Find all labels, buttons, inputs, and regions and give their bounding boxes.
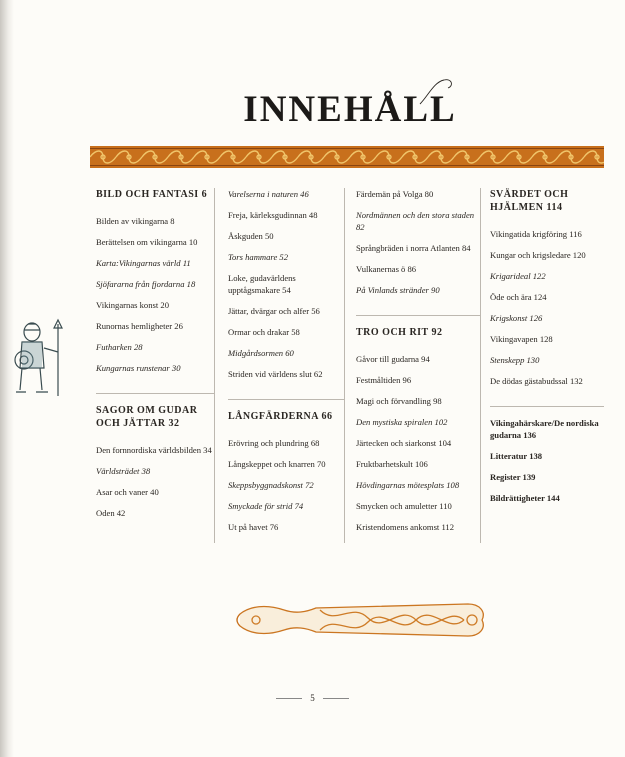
toc-entry[interactable]: Runornas hemligheter 26 — [96, 321, 183, 331]
toc-entry[interactable]: Smycken och amuletter 110 — [356, 501, 452, 511]
toc-entry[interactable]: Register 139 — [490, 472, 536, 482]
toc-entry[interactable]: Kristendomens ankomst 112 — [356, 522, 455, 532]
toc-entry[interactable]: De dödas gästabudssal 132 — [490, 376, 583, 386]
toc-entry[interactable]: Erövring och plundring 68 — [228, 438, 320, 448]
toc-entry[interactable]: Varelserna i naturen 46 — [228, 189, 309, 199]
toc-entry[interactable]: Ormar och drakar 58 — [228, 327, 300, 337]
toc-entry[interactable]: Vikingatida krigföring 116 — [490, 229, 582, 239]
section-heading[interactable]: SAGOR OM GUDAR OCH JÄTTAR 32 — [96, 405, 198, 429]
toc-entry[interactable]: Den mystiska spiralen 102 — [356, 417, 448, 427]
page-title: INNEHÅLL — [243, 89, 457, 130]
toc-list — [356, 353, 480, 533]
toc-list — [490, 417, 604, 504]
toc-list — [96, 444, 214, 519]
toc-column-4 — [490, 188, 604, 513]
toc-entry[interactable]: Ut på havet 76 — [228, 522, 279, 532]
toc-entry[interactable]: Futharken 28 — [96, 342, 143, 352]
toc-entry[interactable]: Åskguden 50 — [228, 231, 274, 241]
page-number-dash — [323, 698, 349, 699]
title-flourish-icon — [418, 76, 458, 106]
toc-entry[interactable]: Berättelsen om vikingarna 10 — [96, 237, 198, 247]
toc-entry[interactable]: Bilden av vikingarna 8 — [96, 216, 175, 226]
toc-column-2 — [228, 188, 345, 543]
toc-entry[interactable]: Bildrättigheter 144 — [490, 493, 560, 503]
toc-entry[interactable]: Krigarideal 122 — [490, 271, 546, 281]
toc-column-1 — [96, 188, 215, 543]
toc-entry[interactable]: Den fornnordiska världsbilden 34 — [96, 445, 212, 455]
viking-warrior-illustration — [10, 318, 72, 398]
toc-entry[interactable]: Kungarnas runstenar 30 — [96, 363, 181, 373]
toc-entry[interactable]: Smyckade för strid 74 — [228, 501, 304, 511]
ornamental-band — [90, 146, 604, 168]
toc-entry[interactable]: Gåvor till gudarna 94 — [356, 354, 430, 364]
toc-list — [96, 215, 214, 374]
page-number-text: 5 — [310, 693, 315, 703]
toc-entry[interactable]: Festmåltiden 96 — [356, 375, 412, 385]
toc-entry[interactable]: Språngbräden i norra Atlanten 84 — [356, 243, 471, 253]
toc-entry[interactable]: Långskeppet och knarren 70 — [228, 459, 326, 469]
toc-entry[interactable]: Färdemän på Volga 80 — [356, 189, 434, 199]
toc-entry[interactable]: Magi och förvandling 98 — [356, 396, 442, 406]
section-divider — [356, 315, 480, 316]
page-number — [0, 693, 625, 703]
toc-entry[interactable]: Litteratur 138 — [490, 451, 543, 461]
section-heading[interactable]: BILD OCH FANTASI 6 — [96, 189, 208, 200]
toc-entry[interactable]: Fruktbarhetskult 106 — [356, 459, 428, 469]
toc-entry[interactable]: Striden vid världens slut 62 — [228, 369, 323, 379]
toc-entry[interactable]: Järtecken och siarkonst 104 — [356, 438, 452, 448]
toc-entry[interactable]: Stenskepp 130 — [490, 355, 540, 365]
toc-entry[interactable]: Nordmännen och den stora staden 82 — [356, 210, 475, 232]
toc-entry[interactable]: Vikingarnas konst 20 — [96, 300, 170, 310]
toc-entry[interactable]: Freja, kärleksgudinnan 48 — [228, 210, 318, 220]
toc-list — [490, 228, 604, 387]
toc-entry[interactable]: Hövdingarnas mötesplats 108 — [356, 480, 460, 490]
toc-entry[interactable]: Vikingavapen 128 — [490, 334, 553, 344]
section-heading[interactable]: TRO OCH RIT 92 — [356, 327, 443, 338]
toc-column-3 — [356, 188, 481, 543]
section-divider — [228, 399, 344, 400]
toc-entry[interactable]: Krigskonst 126 — [490, 313, 543, 323]
toc-entry[interactable]: Karta:Vikingarnas värld 11 — [96, 258, 191, 268]
toc-entry[interactable]: Loke, gudavärldens upptågsmakare 54 — [228, 273, 296, 295]
section-divider — [490, 406, 604, 407]
section-divider — [96, 393, 214, 394]
toc-entry[interactable]: På Vinlands stränder 90 — [356, 285, 440, 295]
ornamental-knife-illustration — [236, 596, 490, 644]
toc-entry[interactable]: Kungar och krigsledare 120 — [490, 250, 586, 260]
toc-entry[interactable]: Vulkanernas ö 86 — [356, 264, 417, 274]
section-heading[interactable]: SVÄRDET OCH HJÄLMEN 114 — [490, 189, 569, 213]
toc-entry[interactable]: Sjöfararna från fjordarna 18 — [96, 279, 196, 289]
toc-entry[interactable]: Skeppsbyggnadskonst 72 — [228, 480, 314, 490]
toc-list — [228, 437, 344, 533]
toc-entry[interactable]: Tors hammare 52 — [228, 252, 289, 262]
toc-list — [228, 188, 344, 380]
section-heading[interactable]: LÅNGFÄRDERNA 66 — [228, 411, 333, 422]
toc-entry[interactable]: Jättar, dvärgar och alfer 56 — [228, 306, 320, 316]
toc-entry[interactable]: Asar och vaner 40 — [96, 487, 159, 497]
toc-entry[interactable]: Midgårdsormen 60 — [228, 348, 294, 358]
toc-entry[interactable]: Öde och ära 124 — [490, 292, 547, 302]
page-number-dash — [276, 698, 302, 699]
toc-entry[interactable]: Världsträdet 38 — [96, 466, 151, 476]
toc-list — [356, 188, 480, 296]
toc-entry[interactable]: Vikingahärskare/De nordiska gudarna 136 — [490, 418, 599, 440]
toc-entry[interactable]: Oden 42 — [96, 508, 126, 518]
